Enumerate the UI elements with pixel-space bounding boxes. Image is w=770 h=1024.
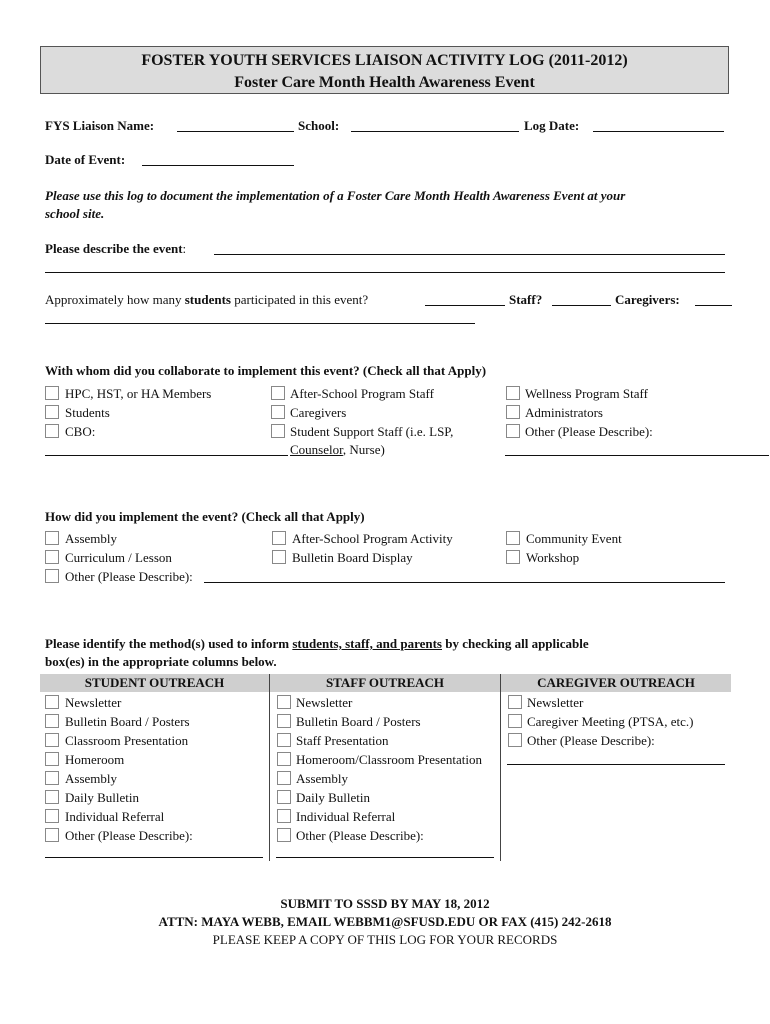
checkbox-student-classroom[interactable] bbox=[45, 733, 59, 747]
student-other-field[interactable] bbox=[45, 857, 263, 858]
school-field[interactable] bbox=[351, 131, 519, 132]
impl-other-label: Other (Please Describe): bbox=[65, 569, 193, 584]
describe-event-field-line2[interactable] bbox=[45, 272, 725, 273]
checkbox-after-school-staff[interactable] bbox=[271, 386, 285, 400]
describe-event-field[interactable] bbox=[214, 254, 725, 255]
staff-item-label: Staff Presentation bbox=[296, 733, 389, 748]
impl-other-field[interactable] bbox=[204, 582, 725, 583]
student-item-label: Bulletin Board / Posters bbox=[65, 714, 190, 729]
student-item-label: Homeroom bbox=[65, 752, 125, 767]
checkbox-student-bulletin[interactable] bbox=[45, 714, 59, 728]
checkbox-curriculum[interactable] bbox=[45, 550, 59, 564]
collab-hpc-label: HPC, HST, or HA Members bbox=[65, 386, 212, 401]
form-subtitle: Foster Care Month Health Awareness Event bbox=[234, 74, 535, 91]
participants-question: Approximately how many students participated in this event? bbox=[45, 292, 369, 307]
instructions-line2: school site. bbox=[45, 206, 105, 221]
caregivers-label: Caregivers: bbox=[615, 292, 680, 307]
date-of-event-field[interactable] bbox=[142, 165, 294, 166]
cbo-describe-field[interactable] bbox=[45, 455, 288, 456]
participants-field-line2[interactable] bbox=[45, 323, 475, 324]
staff-outreach-header: STAFF OUTREACH bbox=[325, 675, 445, 690]
instructions-line1: Please use this log to document the implementation of a Foster Care Month Health Awareness Event at your bbox=[45, 188, 626, 203]
checkbox-staff-newsletter[interactable] bbox=[277, 695, 291, 709]
student-item-label: Newsletter bbox=[65, 695, 122, 710]
collab-other-field[interactable] bbox=[505, 455, 769, 456]
checkbox-impl-other[interactable] bbox=[45, 569, 59, 583]
staff-item-label: Individual Referral bbox=[296, 809, 396, 824]
form-title-box bbox=[40, 46, 729, 94]
collab-administrators-label: Administrators bbox=[525, 405, 603, 420]
checkbox-staff-other[interactable] bbox=[277, 828, 291, 842]
collab-student-support-label: Student Support Staff (i.e. LSP, bbox=[290, 424, 454, 439]
footer-submit: SUBMIT TO SSSD BY MAY 18, 2012 bbox=[280, 896, 490, 911]
liaison-name-label: FYS Liaison Name: bbox=[45, 118, 155, 133]
checkbox-workshop[interactable] bbox=[506, 550, 520, 564]
describe-event-label: Please describe the event: bbox=[45, 241, 187, 256]
liaison-name-field[interactable] bbox=[177, 131, 294, 132]
staff-item-label: Bulletin Board / Posters bbox=[296, 714, 421, 729]
form-title: FOSTER YOUTH SERVICES LIAISON ACTIVITY LOG (2011-2012) bbox=[141, 52, 628, 69]
collab-wellness-label: Wellness Program Staff bbox=[525, 386, 648, 401]
checkbox-caregiver-newsletter[interactable] bbox=[508, 695, 522, 709]
checkbox-hpc[interactable] bbox=[45, 386, 59, 400]
footer-attn: ATTN: MAYA WEBB, EMAIL WEBBM1@SFUSD.EDU OR FAX (415) 242-2618 bbox=[158, 914, 612, 929]
checkbox-collab-other[interactable] bbox=[506, 424, 520, 438]
checkbox-student-support[interactable] bbox=[271, 424, 285, 438]
checkbox-staff-homeroom[interactable] bbox=[277, 752, 291, 766]
staff-item-label: Other (Please Describe): bbox=[296, 828, 424, 843]
checkbox-caregiver-meeting[interactable] bbox=[508, 714, 522, 728]
impl-assembly-label: Assembly bbox=[65, 531, 117, 546]
student-item-label: Individual Referral bbox=[65, 809, 165, 824]
checkbox-caregiver-other[interactable] bbox=[508, 733, 522, 747]
staff-item-label: Newsletter bbox=[296, 695, 353, 710]
checkbox-student-referral[interactable] bbox=[45, 809, 59, 823]
checkbox-student-assembly[interactable] bbox=[45, 771, 59, 785]
staff-item-label: Daily Bulletin bbox=[296, 790, 371, 805]
checkbox-students[interactable] bbox=[45, 405, 59, 419]
staff-item-label: Assembly bbox=[296, 771, 348, 786]
caregiver-item-label: Caregiver Meeting (PTSA, etc.) bbox=[527, 714, 694, 729]
staff-label: Staff? bbox=[509, 292, 543, 307]
checkbox-after-school-activity[interactable] bbox=[272, 531, 286, 545]
caregiver-item-label: Newsletter bbox=[527, 695, 584, 710]
checkbox-staff-bulletin[interactable] bbox=[277, 714, 291, 728]
collab-students-label: Students bbox=[65, 405, 110, 420]
checkbox-assembly[interactable] bbox=[45, 531, 59, 545]
student-item-label: Daily Bulletin bbox=[65, 790, 140, 805]
checkbox-cbo[interactable] bbox=[45, 424, 59, 438]
checkbox-wellness-staff[interactable] bbox=[506, 386, 520, 400]
checkbox-staff-assembly[interactable] bbox=[277, 771, 291, 785]
checkbox-student-other[interactable] bbox=[45, 828, 59, 842]
log-date-label: Log Date: bbox=[524, 118, 580, 133]
impl-bulletin-label: Bulletin Board Display bbox=[292, 550, 413, 565]
impl-after-school-label: After-School Program Activity bbox=[292, 531, 453, 546]
checkbox-staff-presentation[interactable] bbox=[277, 733, 291, 747]
date-of-event-label: Date of Event: bbox=[45, 152, 126, 167]
collab-other-label: Other (Please Describe): bbox=[525, 424, 653, 439]
collab-cbo-label: CBO: bbox=[65, 424, 96, 439]
student-outreach-header: STUDENT OUTREACH bbox=[84, 675, 225, 690]
column-divider-1 bbox=[269, 674, 270, 861]
checkbox-community-event[interactable] bbox=[506, 531, 520, 545]
impl-workshop-label: Workshop bbox=[526, 550, 580, 565]
checkbox-student-daily-bulletin[interactable] bbox=[45, 790, 59, 804]
collab-after-school-label: After-School Program Staff bbox=[290, 386, 434, 401]
collab-caregivers-label: Caregivers bbox=[290, 405, 347, 420]
impl-community-label: Community Event bbox=[526, 531, 622, 546]
log-date-field[interactable] bbox=[593, 131, 724, 132]
checkbox-bulletin-board[interactable] bbox=[272, 550, 286, 564]
methods-heading-line1: Please identify the method(s) used to inform students, staff, and parents by checking all applicable bbox=[45, 636, 589, 651]
staff-other-field[interactable] bbox=[276, 857, 494, 858]
checkbox-student-homeroom[interactable] bbox=[45, 752, 59, 766]
caregiver-outreach-header: CAREGIVER OUTREACH bbox=[537, 675, 695, 690]
collaborate-heading: With whom did you collaborate to implement this event? (Check all that Apply) bbox=[45, 363, 487, 378]
caregiver-other-field[interactable] bbox=[507, 764, 725, 765]
implement-heading: How did you implement the event? (Check all that Apply) bbox=[45, 509, 365, 524]
student-item-label: Classroom Presentation bbox=[65, 733, 189, 748]
column-divider-2 bbox=[500, 674, 501, 861]
caregivers-count-field[interactable] bbox=[695, 305, 732, 306]
school-label: School: bbox=[298, 118, 340, 133]
checkbox-caregivers[interactable] bbox=[271, 405, 285, 419]
footer-keep-copy: PLEASE KEEP A COPY OF THIS LOG FOR YOUR RECORDS bbox=[212, 932, 558, 947]
methods-heading-line2: box(es) in the appropriate columns below. bbox=[45, 654, 277, 669]
checkbox-staff-referral[interactable] bbox=[277, 809, 291, 823]
student-item-label: Other (Please Describe): bbox=[65, 828, 193, 843]
student-item-label: Assembly bbox=[65, 771, 117, 786]
collab-student-support-cont: Counselor, Nurse) bbox=[290, 442, 385, 457]
staff-count-field[interactable] bbox=[552, 305, 611, 306]
impl-curriculum-label: Curriculum / Lesson bbox=[65, 550, 172, 565]
caregiver-item-label: Other (Please Describe): bbox=[527, 733, 655, 748]
checkbox-administrators[interactable] bbox=[506, 405, 520, 419]
checkbox-staff-daily-bulletin[interactable] bbox=[277, 790, 291, 804]
students-count-field[interactable] bbox=[425, 305, 505, 306]
checkbox-student-newsletter[interactable] bbox=[45, 695, 59, 709]
staff-item-label: Homeroom/Classroom Presentation bbox=[296, 752, 482, 767]
